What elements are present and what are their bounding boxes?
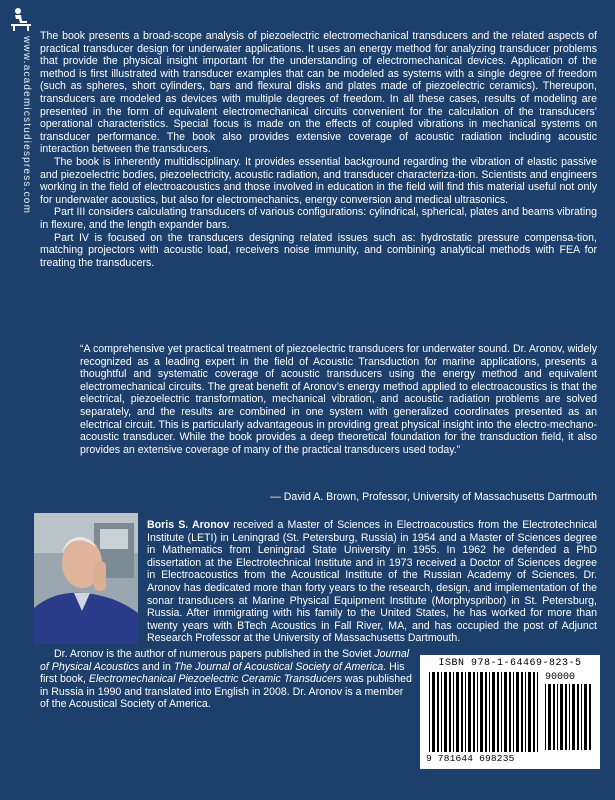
author-pubs-text: Dr. Aronov is the author of numerous papers published in the Soviet: [54, 648, 375, 660]
journal-title: The Journal of Acoustical Society of America: [173, 660, 384, 673]
description-paragraph: The book presents a broad-scope analysis of piezoelectric electromechanical transducers and the related aspects of practical transducer design for underwater applications. It uses an energy method for analyzing transducer problems that provide the physical insight important for the understanding of electromechanical devices. Application of the method is first illustrated with transducer examples that can be modeled as systems with a single degree of freedom (such as spheres, short cylinders, bars and flexural disks and plates made of piezoelectric ceramics). Thereupon, transducers are modeled as devices with multiple degrees of freedom. In all these cases, results of modeling are presented in the form of equivalent electromechanical circuits convenient for the calculation of the transducers’ operational characteristics. Special focus is made on the effects of coupled vibrations in mechanical systems on transducer performance. The book also provides extensive coverage of acoustic radiation including acoustic interaction between the transducers.: [40, 30, 597, 156]
ean-barcode-bars: [428, 672, 540, 752]
author-pubs-text: . His first book,: [40, 660, 405, 686]
book-title: Electromechanical Piezoelectric Ceramic Transducers: [88, 673, 342, 686]
author-bio: [147, 519, 597, 645]
book-description: [40, 30, 597, 269]
author-bio-text: received a Master of Sciences in Electroacoustics from the Electrotechnical Institute (LETI) in Leningrad (St. Petersburg, Russia) in 1954 and a Master of Sciences degree in Mathematics from Leningrad State University in 1955. In 1962 he defended a PhD dissertation at the Electrotechnical Institute and in 1973 received a Doctor of Sciences degree in Electroacoustics from the Acoustical Institute of the Russian Academy of Sciences. Dr. Aronov has dedicated more than forty years to the research, design, and implementation of the sonar transducers at Marine Physical Equipment Institute (Morphyspribor) in St. Petersburg, Russia. After immigrating with his family to the United States, he has worked for more than twenty years with BTech Acoustics in Fall River, MA, and has occupied the post of Adjunct Research Professor at the University of Massachusetts Dartmouth.: [147, 519, 597, 645]
quote-attribution: — David A. Brown, Professor, University of Massachusetts Dartmouth: [270, 491, 597, 503]
description-paragraph: Part III considers calculating transducers of various configurations: cylindrical, spherical, plates and beams vibrating in flexure, and the length expander bars.: [40, 206, 597, 231]
author-publications: [40, 648, 412, 711]
barcode-digits: 9 781644 698235: [426, 753, 515, 764]
publisher-url: www.academicstudiespress.com: [21, 36, 32, 215]
quote-text: “A comprehensive yet practical treatment of piezoelectric transducers for underwater sound. Dr. Aronov, widely recognized as a leading expert in the field of Acoustic Transduction for marine applications, presents a thoughtful and systematic coverage of acoustic transducers using the energy method and equivalent electromechanical circuits. The great benefit of Aronov’s energy method applied to electroacoustics is that the electrical, piezoelectric transformation, mechanical vibration, and acoustic radiation problems are solved separately, and the results are combined in one system with generalized coordinates presented as an electrical circuit. This is particularly advantageous in providing great physical insight into the electro-mechano-acoustic transducer. While the book provides a deep theoretical foundation for the transduction field, it also provides an extensive coverage of many of the practical transducers used today.”: [80, 343, 597, 456]
description-paragraph: Part IV is focused on the transducers designing related issues such as: hydrostatic pressure compensa-tion, matching projectors with acoustic load, receivers noise immunity, and combining analytical methods with FEA for treating the transducers.: [40, 231, 597, 269]
endorsement-quote: [80, 343, 597, 456]
price-addon-code: 90000: [545, 672, 576, 683]
author-name: Boris S. Aronov: [147, 519, 230, 531]
author-photo: [34, 513, 138, 644]
author-pubs-text: was published in Russia in 1990 and translated into English in 2008. Dr. Aronov is a member of the Acoustical Society of America.: [40, 673, 412, 711]
isbn-number: ISBN 978-1-64469-823-5: [438, 658, 582, 669]
publisher-logo-icon: [8, 6, 34, 32]
description-paragraph: The book is inherently multidisciplinary. It provides essential background regarding the vibration of elastic passive and piezoelectric bodies, piezoelectricity, acoustic radiation, and transducer characteriza-tion. Scientists and engineers working in the field of electroacoustics and those involved in education in the field will find this material useful not only for underwater acoustics, but also for electromechanics, energy conversion and medical ultrasonics.: [40, 155, 597, 206]
addon-barcode-bars: [544, 684, 594, 750]
isbn-barcode: [420, 655, 600, 769]
author-pubs-text: and in: [139, 660, 174, 673]
journal-title: Journal of Physical Acoustics: [40, 648, 410, 673]
